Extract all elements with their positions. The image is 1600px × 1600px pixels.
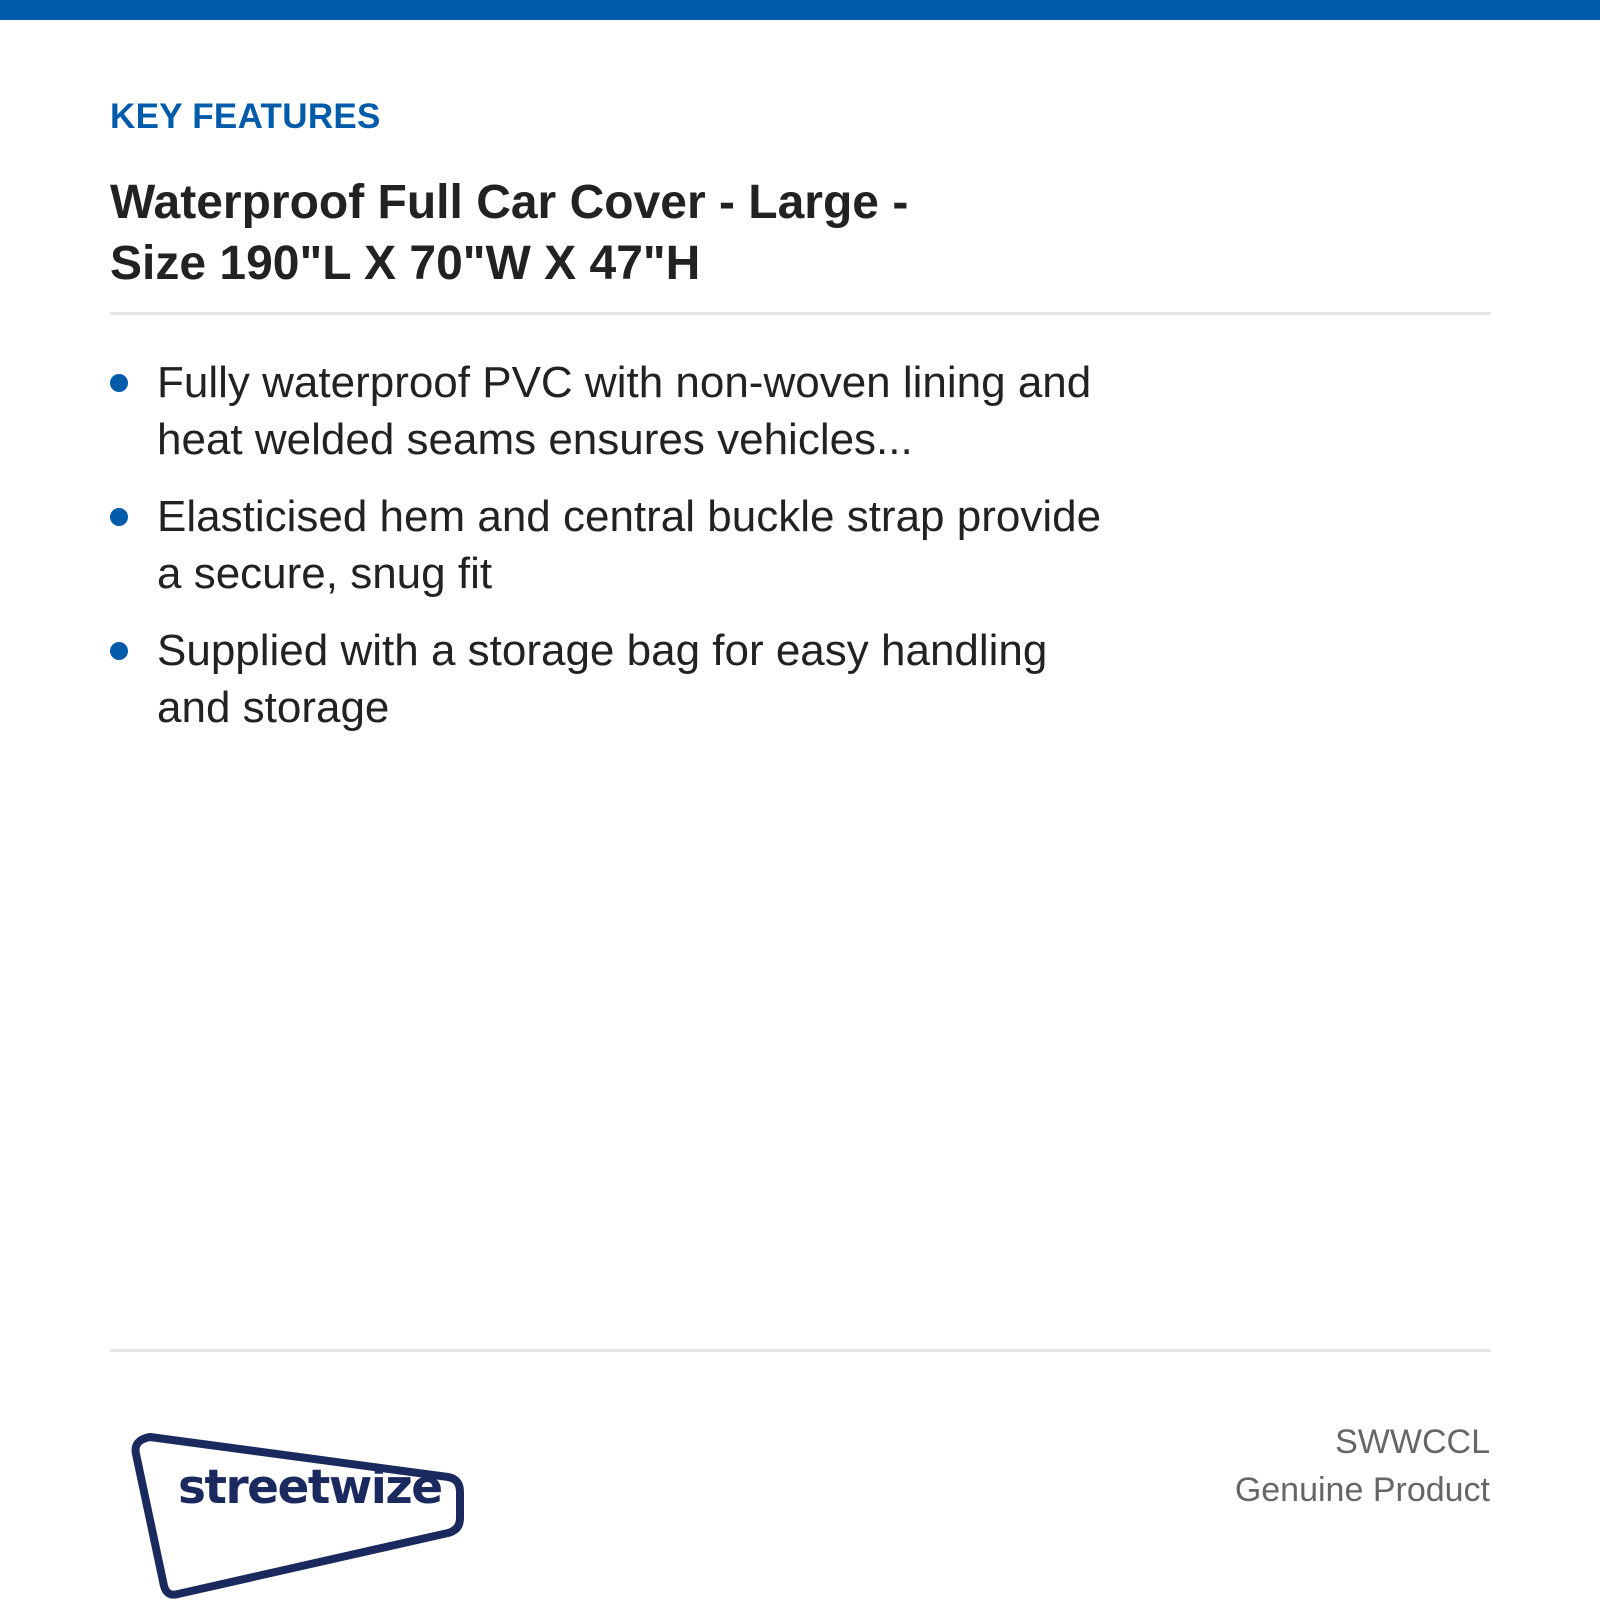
title-divider bbox=[110, 312, 1491, 315]
feature-item bbox=[110, 488, 1110, 602]
bullet-dot-icon bbox=[110, 374, 128, 392]
section-label: KEY FEATURES bbox=[110, 97, 381, 136]
product-code: SWWCCL bbox=[1335, 1423, 1490, 1461]
footer-divider bbox=[110, 1349, 1491, 1352]
top-accent-bar bbox=[0, 0, 1600, 20]
bullet-dot-icon bbox=[110, 508, 128, 526]
product-meta bbox=[1235, 1418, 1490, 1514]
logo-wordmark: streetwize bbox=[178, 1460, 442, 1515]
feature-text: Fully waterproof PVC with non-woven lining and heat welded seams ensures vehicles... bbox=[157, 358, 1092, 464]
product-title: Waterproof Full Car Cover - Large - Size 190"L X 70"W X 47"H bbox=[110, 176, 909, 290]
feature-item bbox=[110, 354, 1110, 468]
bullet-dot-icon bbox=[110, 642, 128, 660]
feature-item bbox=[110, 622, 1110, 736]
feature-list bbox=[110, 354, 1110, 756]
feature-text: Elasticised hem and central buckle strap provide a secure, snug fit bbox=[157, 492, 1102, 598]
streetwize-logo bbox=[130, 1432, 470, 1600]
genuine-product-label: Genuine Product bbox=[1234, 1471, 1490, 1509]
feature-text: Supplied with a storage bag for easy handling and storage bbox=[157, 626, 1048, 732]
